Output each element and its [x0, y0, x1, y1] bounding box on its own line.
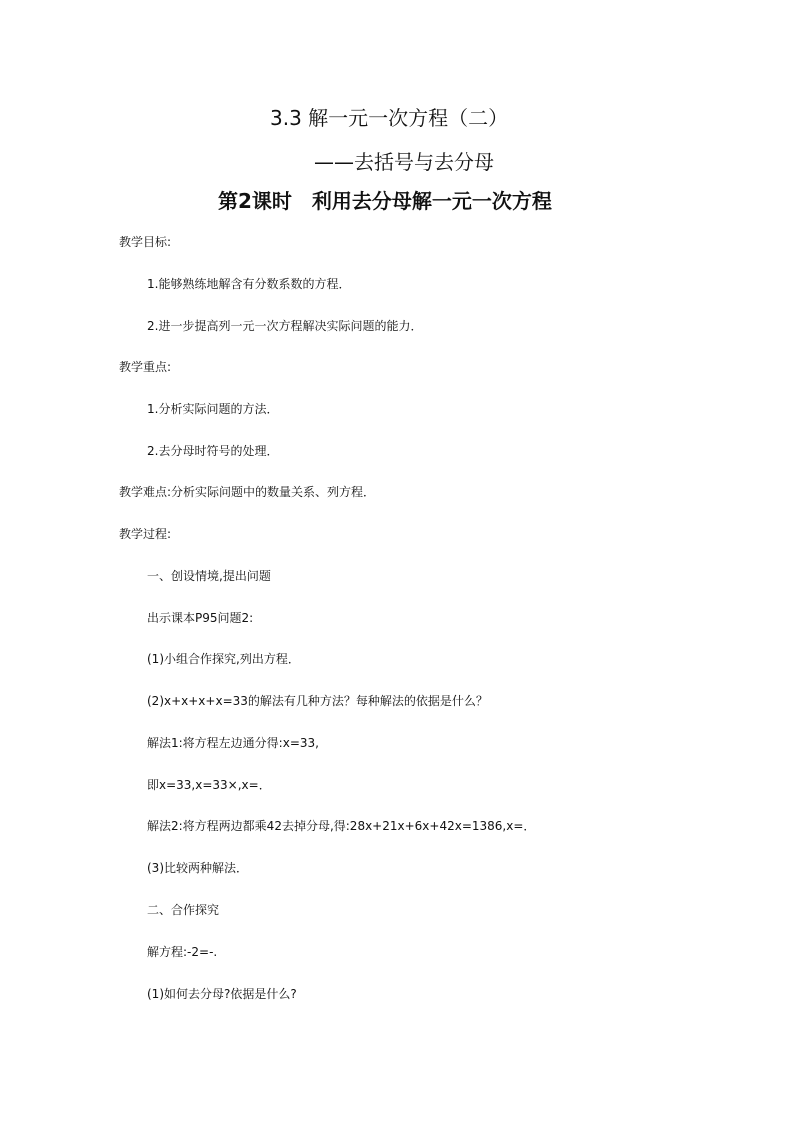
paragraph: 解方程:-2=-. — [147, 945, 218, 959]
process-step-heading: 一、创设情境,提出问题 — [147, 569, 271, 583]
paragraph: 解法1:将方程左边通分得:x=33, — [147, 736, 319, 750]
document-subtitle: ——去括号与去分母 — [314, 150, 494, 174]
paragraph: (2)x+x+x+x=33的解法有几种方法？每种解法的依据是什么？ — [147, 694, 488, 708]
section-heading-process: 教学过程: — [119, 527, 172, 541]
objective-item: 2.进一步提高列一元一次方程解决实际问题的能力． — [147, 319, 423, 333]
paragraph: 出示课本P95问题2: — [147, 611, 254, 625]
paragraph: (1)如何去分母?依据是什么? — [147, 987, 297, 1001]
section-difficulty: 教学难点:分析实际问题中的数量关系、列方程． — [119, 485, 376, 499]
objective-item: 1.能够熟练地解含有分数系数的方程． — [147, 277, 351, 291]
paragraph: (3)比较两种解法． — [147, 861, 248, 875]
section-heading-key-points: 教学重点: — [119, 360, 172, 374]
process-step-heading: 二、合作探究 — [147, 903, 220, 917]
document-title: 3.3 解一元一次方程（二） — [270, 106, 509, 130]
paragraph: 即x=33,x=33×,x=． — [147, 778, 271, 792]
paragraph: 解法2:将方程两边都乘42去掉分母,得:28x+21x+6x+42x=1386,x=． — [147, 819, 536, 833]
section-heading-objectives: 教学目标: — [119, 235, 172, 249]
paragraph: (1)小组合作探究,列出方程． — [147, 652, 300, 666]
lesson-heading: 第2课时 利用去分母解一元一次方程 — [218, 189, 552, 213]
key-point-item: 1.分析实际问题的方法． — [147, 402, 279, 416]
key-point-item: 2.去分母时符号的处理． — [147, 444, 279, 458]
